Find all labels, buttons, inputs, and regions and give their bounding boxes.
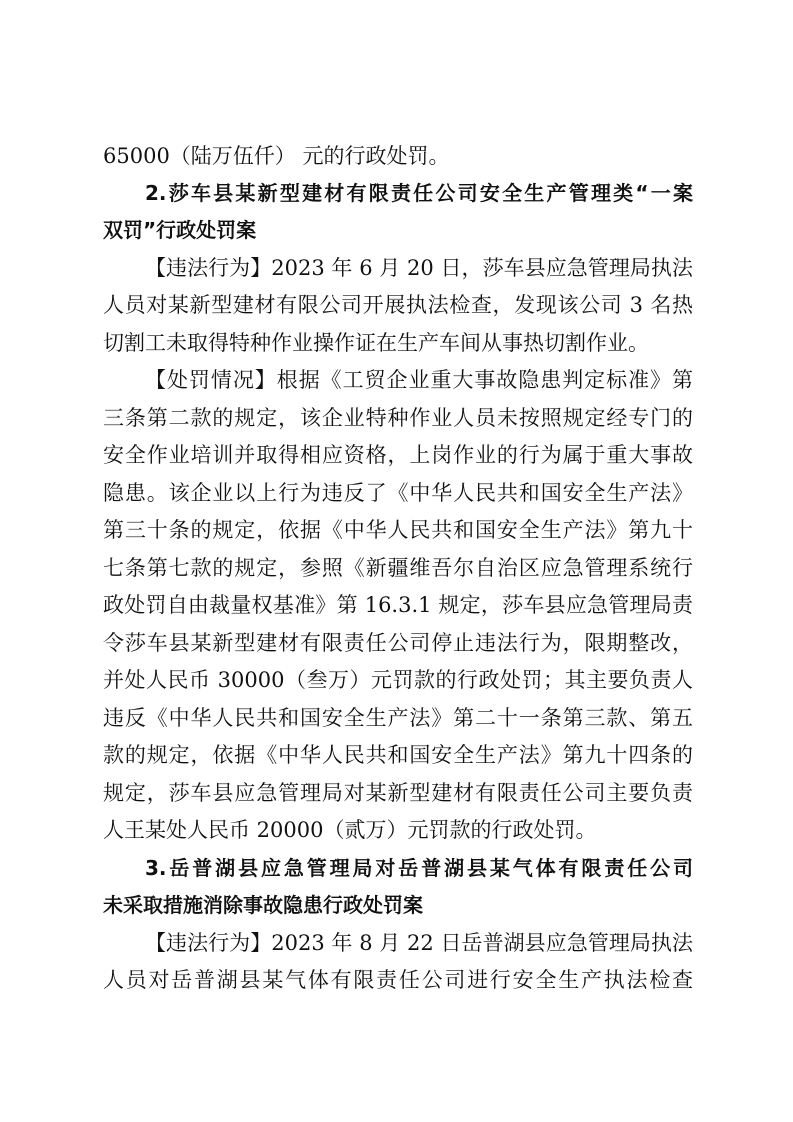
paragraph-line-1: 65000（陆万伍仟） 元的行政处罚。 [103,144,450,168]
penalty-line-11: 款的规定，依据《中华人民共和国安全生产法》第九十四条的 [103,743,693,767]
violation-3-line-2: 人员对岳普湖县某气体有限责任公司进行安全生产执法检查 [103,968,693,992]
violation-3-line-1: 【违法行为】2023 年 8 月 22 日岳普湖县应急管理局执法 [145,931,693,955]
violation-line-1: 【违法行为】2023 年 6 月 20 日，莎车县应急管理局执法 [145,256,693,280]
penalty-line-7: 政处罚自由裁量权基准》第 16.3.1 规定，莎车县应急管理局责 [103,593,693,617]
penalty-line-3: 安全作业培训并取得相应资格，上岗作业的行为属于重大事故 [103,443,693,467]
penalty-line-13: 人王某处人民币 20000（贰万）元罚款的行政处罚。 [103,818,597,842]
violation-line-3: 切割工未取得特种作业操作证在生产车间从事热切割作业。 [103,331,649,355]
penalty-line-10: 违反《中华人民共和国安全生产法》第二十一条第三款、第五 [103,706,693,730]
penalty-line-8: 令莎车县某新型建材有限责任公司停止违法行为，限期整改， [103,631,693,655]
penalty-line-4: 隐患。该企业以上行为违反了《中华人民共和国安全生产法》 [103,481,693,505]
penalty-line-9: 并处人民币 30000（叁万）元罚款的行政处罚；其主要负责人 [103,668,693,692]
penalty-line-12: 规定，莎车县应急管理局对某新型建材有限责任公司主要负责 [103,781,693,805]
violation-line-2: 人员对某新型建材有限公司开展执法检查，发现该公司 3 名热 [103,293,693,317]
penalty-line-6: 七条第七款的规定，参照《新疆维吾尔自治区应急管理系统行 [103,556,693,580]
penalty-line-5: 第三十条的规定，依据《中华人民共和国安全生产法》第九十 [103,518,693,542]
penalty-line-1: 【处罚情况】根据《工贸企业重大事故隐患判定标准》第 [145,368,693,392]
penalty-line-2: 三条第二款的规定，该企业特种作业人员未按照规定经专门的 [103,406,693,430]
case-heading-2-line-1: 2.莎车县某新型建材有限责任公司安全生产管理类“一案 [145,181,693,205]
case-heading-2-line-2: 双罚”行政处罚案 [103,218,257,242]
case-heading-3-line-1: 3.岳普湖县应急管理局对岳普湖县某气体有限责任公司 [145,856,693,880]
case-heading-3-line-2: 未采取措施消除事故隐患行政处罚案 [103,893,423,917]
